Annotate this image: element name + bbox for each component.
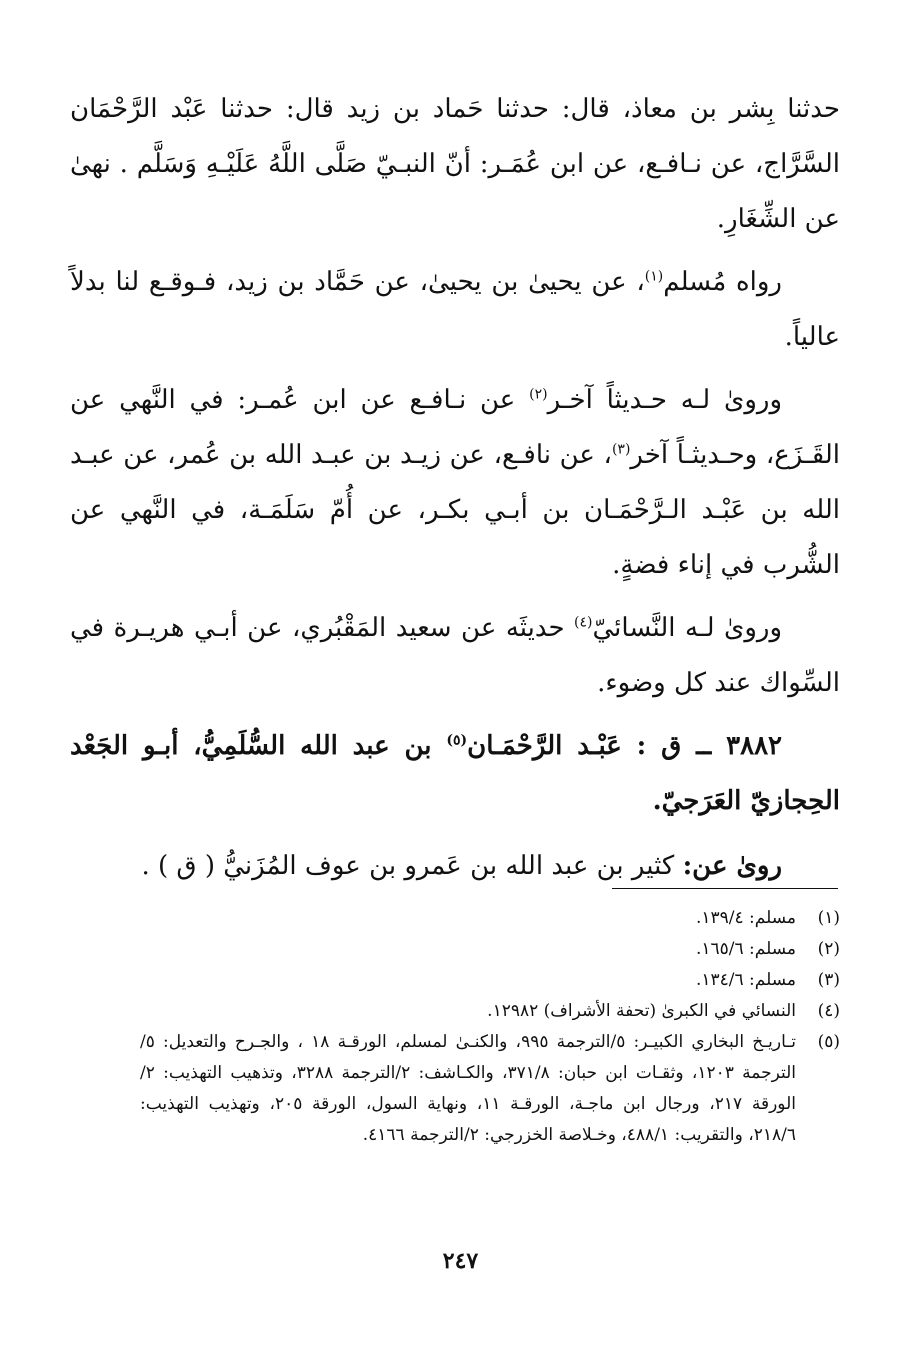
footnote-number: (٥)	[817, 1032, 840, 1052]
riwayah-muslim-paragraph	[70, 255, 840, 365]
paragraph-text: حديثَه عن سعيد المَقْبُري، عن أبـي هريـرة في السِّواك عند كل وضوء.	[70, 613, 840, 698]
footnotes	[140, 903, 840, 1151]
footnote-text: النسائي في الكبرىٰ (تحفة الأشراف) ١٢٩٨٢.	[487, 1001, 796, 1021]
footnote-ref: (٣)	[611, 441, 631, 458]
footnote-ref: (٢)	[529, 386, 548, 403]
footnote-number: (١)	[817, 908, 840, 928]
narrated-from-label: روىٰ عن:	[682, 851, 782, 881]
nasai-paragraph	[70, 601, 840, 711]
footnote-ref: (١)	[644, 268, 664, 285]
paragraph-text: وروىٰ لـه حـديثاً آخـر	[547, 385, 782, 415]
footnote-number: (٣)	[817, 970, 840, 990]
footnote-divider	[612, 888, 838, 889]
hadith-paragraph	[70, 82, 840, 247]
narrated-from-text: كثير بن عبد الله بن عَمرو بن عوف المُزَنيُّ ( ق ) .	[141, 851, 683, 881]
footnote-item	[140, 996, 840, 1027]
other-hadith-paragraph	[70, 373, 840, 593]
footnote-item	[140, 934, 840, 965]
entry-name-continued: بن عبد الله السُّلَمِيُّ، أبـو الجَعْد الحِجازيّ العَرَجيّ.	[70, 731, 840, 816]
footnote-text: مسلم: ١٣٩/٤.	[695, 908, 796, 928]
footnote-text: تـاريـخ البخاري الكبيـر: ٥/الترجمة ٩٩٥، والكنـىٰ لمسلم، الورقـة ١٨ ، والجـرح والتعديل: ٥/الترجمة ١٢٠٣، وثقـات ابن حبان: ٣٧١/٨، والكـاشف: ٢/الترجمة ٣٢٨٨، وتذهيب التهذيب: ٢/الورقة ٢١٧، ورجال ابن ماجـة، الورقـة ١١، ونهاية السول، الورقة ٢٠٥، وتهذيب التهذيب: ٢١٨/٦، والتقريب: ٤٨٨/١، وخـلاصة الخزرجي: ٢/الترجمة ٤١٦٦.	[140, 1032, 796, 1145]
paragraph-text: ، عن يحيىٰ بن يحيىٰ، عن حَمَّاد بن زيد، فـوقـع لنا بدلاً عالياً.	[70, 267, 840, 352]
paragraph-text: رواه مُسلم	[663, 267, 782, 297]
entry-number-and-name: ٣٨٨٢ ــ ق : عَبْـد الرَّحْمَـان	[467, 731, 782, 761]
main-text	[70, 82, 840, 902]
paragraph-text: ، عن نافـع، عن زيـد بن عبـد الله بن عُمر، عن عبـد الله بن عَبْـد الـرَّحْمَـان بن أبـي بكـر، عن أُمّ سَلَمَـة، في النَّهي عن الشُّرب في إناء فضةٍ.	[70, 440, 840, 580]
footnote-text: مسلم: ١٣٤/٦.	[695, 970, 796, 990]
footnote-number: (٢)	[817, 939, 840, 959]
footnote-item	[140, 965, 840, 996]
footnote-ref: (٥)	[446, 732, 468, 749]
footnote-item	[140, 1027, 840, 1151]
footnote-number: (٤)	[817, 1001, 840, 1021]
biography-entry-heading	[70, 719, 840, 829]
footnote-item	[140, 903, 840, 934]
page-number: ٢٤٧	[442, 1248, 479, 1274]
footnote-text: مسلم: ١٦٥/٦.	[695, 939, 796, 959]
paragraph-text: عن نـافـع عن ابن عُمـر: في النَّهي عن القَـزَع، وحـديثـاً آخر	[70, 385, 840, 470]
narrated-from-line	[70, 839, 840, 894]
footnote-ref: (٤)	[574, 614, 593, 631]
hadith-text: حدثنا بِشر بن معاذ، قال: حدثنا حَماد بن زيد قال: حدثنا عَبْد الرَّحْمَان السَّرَّاج، عن نـافـع، عن ابن عُمَـر: أنّ النبـيّ صَلَّى اللَّهُ عَلَيْـهِ وَسَلَّم . نهىٰ عن الشِّغَارِ.	[70, 94, 840, 234]
paragraph-text: وروىٰ لـه النَّسائيّ	[592, 613, 782, 643]
